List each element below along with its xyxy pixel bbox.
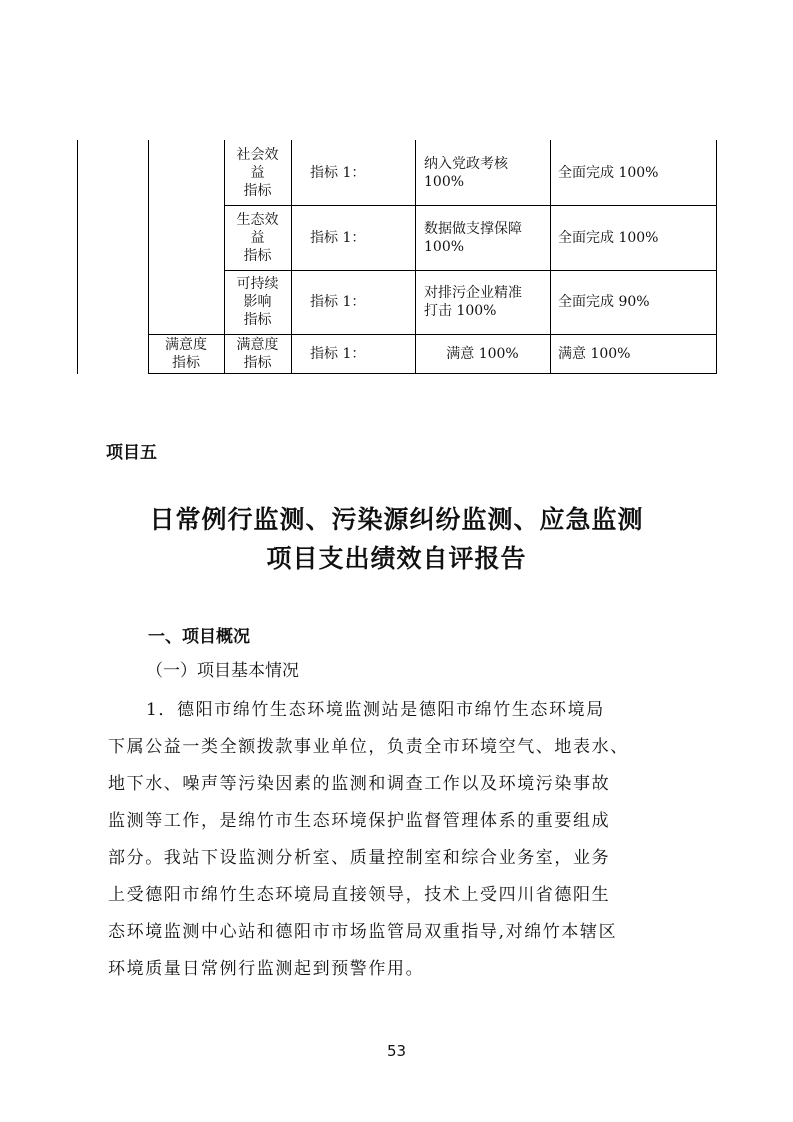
report-title-line-1: 日常例行监测、污染源纠纷监测、应急监测 bbox=[149, 505, 644, 534]
table-cell-subcategory: 生态效 益 指标 bbox=[236, 211, 279, 264]
table-cell-value: 满意 100% bbox=[446, 346, 519, 362]
table-cell-subcategory: 可持续 影响 指标 bbox=[236, 276, 279, 328]
project-label: 项目五 bbox=[106, 443, 157, 463]
paragraph-line: 态环境监测中心站和德阳市市场监管局双重指导,对绵竹本辖区 bbox=[108, 922, 618, 942]
paragraph-line: 地下水、噪声等污染因素的监测和调查工作以及环境污染事故 bbox=[108, 774, 611, 794]
table-cell-indicator: 指标 1： bbox=[310, 294, 366, 310]
table-cell-indicator: 指标 1： bbox=[310, 229, 366, 246]
indicator-table bbox=[77, 140, 717, 374]
section-heading: 一、项目概况 bbox=[148, 627, 250, 647]
table-border-left bbox=[77, 140, 78, 374]
paragraph-line: 部分。我站下设监测分析室、质量控制室和综合业务室，业务 bbox=[108, 848, 611, 868]
table-cell-category: 满意度 指标 bbox=[165, 337, 207, 371]
paragraph-line: 下属公益一类全额拨款事业单位，负责全市环境空气、地表水、 bbox=[108, 737, 629, 757]
paragraph-line: 环境质量日常例行监测起到预警作用。 bbox=[108, 959, 425, 979]
table-cell-completion: 全面完成 100% bbox=[558, 229, 659, 246]
report-title-line-2: 项目支出绩效自评报告 bbox=[266, 544, 527, 573]
table-cell-subcategory: 满意度 指标 bbox=[236, 337, 279, 371]
paragraph-line: 监测等工作，是绵竹市生态环境保护监督管理体系的重要组成 bbox=[108, 811, 611, 831]
table-cell-subcategory: 社会效 益 指标 bbox=[236, 146, 279, 199]
table-cell-indicator: 指标 1： bbox=[310, 164, 366, 181]
table-cell-value: 纳入党政考核 100% bbox=[424, 155, 508, 190]
table-border-right bbox=[716, 140, 717, 374]
table-col-line-5 bbox=[550, 140, 551, 374]
paragraph-line: 上受德阳市绵竹生态环境局直接领导，技术上受四川省德阳生 bbox=[108, 885, 611, 905]
table-cell-completion: 全面完成 100% bbox=[558, 164, 659, 181]
table-cell-completion: 满意 100% bbox=[558, 346, 631, 362]
subsection-heading: （一）项目基本情况 bbox=[146, 661, 299, 681]
table-cell-completion: 全面完成 90% bbox=[558, 294, 650, 310]
page-number: 53 bbox=[386, 1042, 407, 1060]
table-col-line-3 bbox=[291, 140, 292, 374]
table-cell-value: 数据做支撑保障 100% bbox=[424, 220, 522, 255]
table-cell-value: 对排污企业精准 打击 100% bbox=[424, 285, 522, 319]
table-cell-indicator: 指标 1： bbox=[310, 346, 366, 362]
paragraph-line: 1．德阳市绵竹生态环境监测站是德阳市绵竹生态环境局 bbox=[146, 700, 605, 720]
